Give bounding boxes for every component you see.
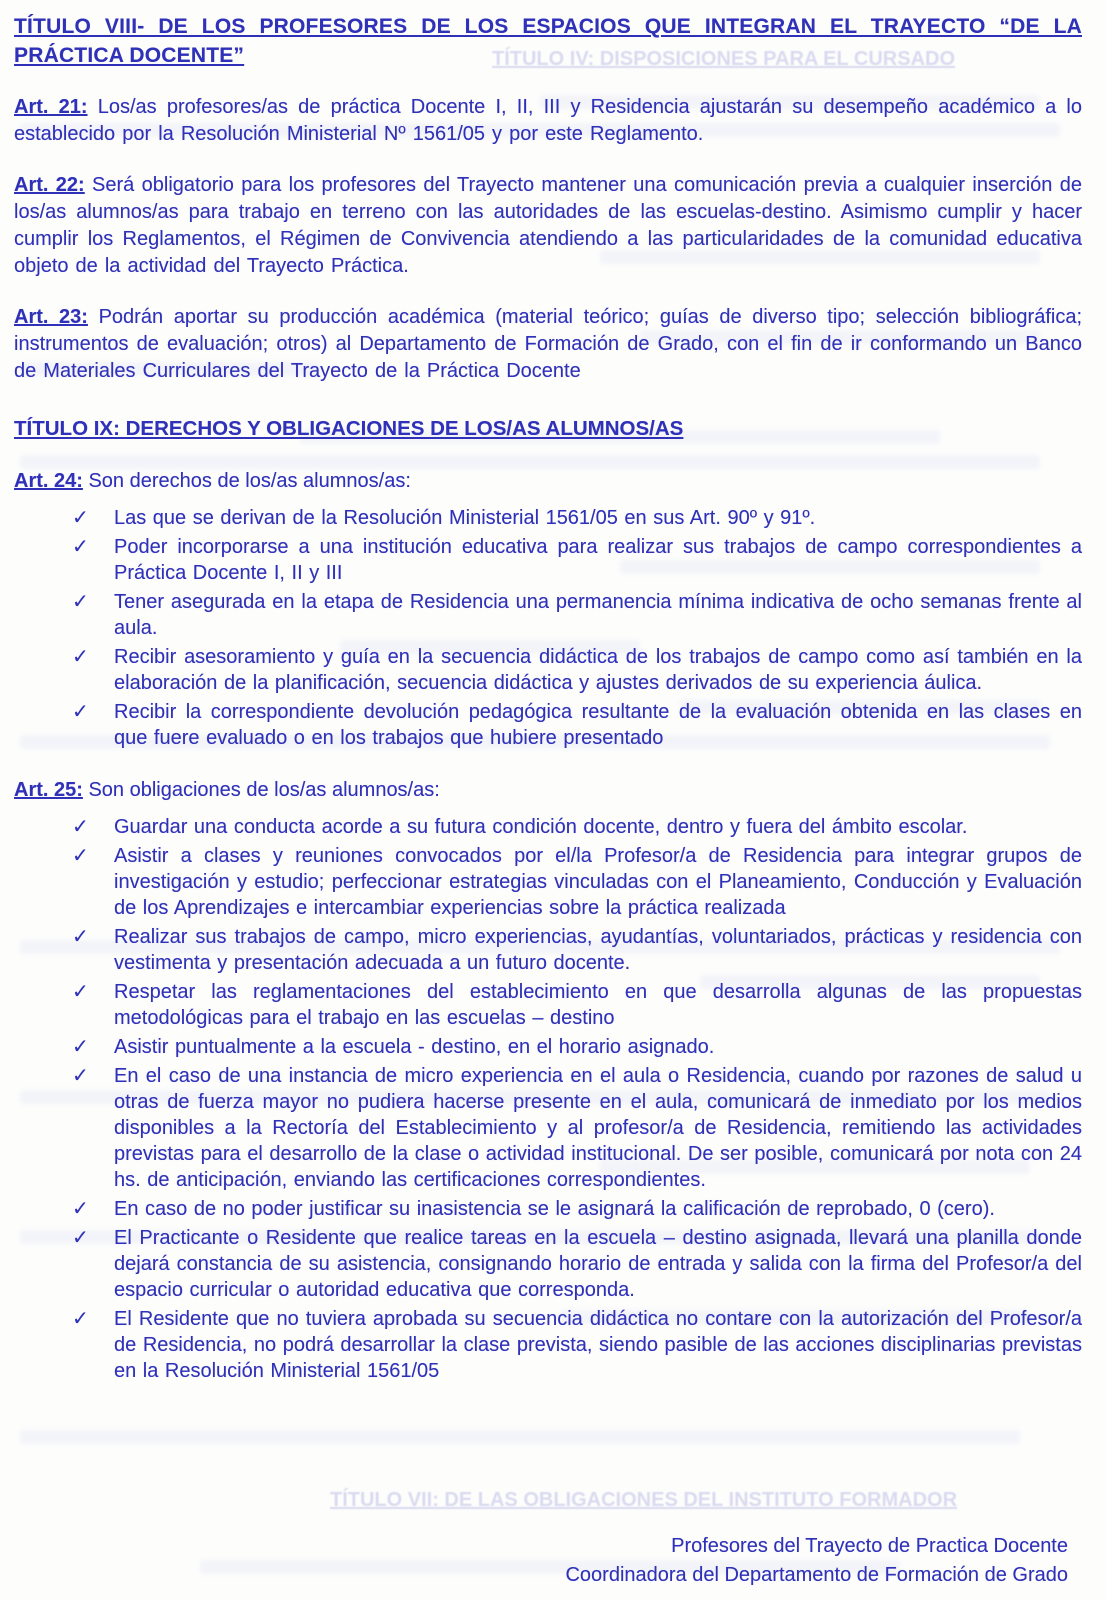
- article-22-label: Art. 22:: [14, 174, 85, 196]
- bleedthrough-text: TÍTULO IV: DISPOSICIONES PARA EL CURSADO: [492, 48, 956, 70]
- checklist-item: [72, 1063, 1082, 1193]
- footer-line-2: Coordinadora del Departamento de Formación de Grado: [565, 1564, 1068, 1586]
- checklist-item-text: Guardar una conducta acorde a su futura condición docente, dentro y fuera del ámbito escolar.: [114, 816, 968, 838]
- checkmark-icon: ✓: [72, 845, 89, 867]
- article-25-intro: Son obligaciones de los/as alumnos/as:: [88, 779, 440, 801]
- article-23-text: Podrán aportar su producción académica (material teórico; guías de diverso tipo; selección bibliográfica; instrumentos de evaluación; otros) al Departamento de Formación de Grado, con el fin de ir conformando un Banco de Materiales Curriculares del Trayecto de la Práctica Docente: [14, 306, 1083, 382]
- checkmark-icon: ✓: [72, 591, 89, 613]
- checklist-item-text: Asistir puntualmente a la escuela - destino, en el horario asignado.: [114, 1036, 715, 1058]
- checklist-item-text: En caso de no poder justificar su inasistencia se le asignará la calificación de reprobado, 0 (cero).: [114, 1198, 995, 1220]
- checklist-item: [72, 979, 1082, 1031]
- title-ix: TÍTULO IX: DERECHOS Y OBLIGACIONES DE LOS/AS ALUMNOS/AS: [14, 417, 684, 440]
- article-21-text: Los/as profesores/as de práctica Docente I, II, III y Residencia ajustarán su desempeño académico a lo establecido por la Resolución Ministerial Nº 1561/05 y por este Reglamento.: [14, 96, 1082, 145]
- bleedthrough-text: TÍTULO VII: DE LAS OBLIGACIONES DEL INSTITUTO FORMADOR: [330, 1489, 958, 1511]
- footer-line-1: Profesores del Trayecto de Practica Docente: [671, 1535, 1068, 1557]
- checklist-item: [72, 699, 1082, 751]
- checkmark-icon: ✓: [72, 536, 89, 558]
- article-21: [14, 94, 1082, 148]
- document-footer: [565, 1532, 1068, 1590]
- checklist-item-text: Las que se derivan de la Resolución Ministerial 1561/05 en sus Art. 90º y 91º.: [114, 507, 816, 529]
- checkmark-icon: ✓: [72, 981, 89, 1003]
- article-24-intro: Son derechos de los/as alumnos/as:: [88, 470, 411, 492]
- checklist-item-text: El Residente que no tuviera aprobada su secuencia didáctica no contare con la autorización del Profesor/a de Residencia, no podrá desarrollar la clase prevista, siendo pasible de las acciones disciplinarias previstas en la Resolución Ministerial 1561/05: [114, 1308, 1082, 1382]
- checklist-item: [72, 1225, 1082, 1303]
- checklist-item-text: En el caso de una instancia de micro experiencia en el aula o Residencia, cuando por razones de salud u otras de fuerza mayor no pudiera hacerse presente en el aula, comunicará de inmediato por los medios disponibles a la Rectoría del Establecimiento y al profesor/a de Residencia, remitiendo las actividades previstas para el desarrollo de la clase o actividad institucional. De ser posible, comunicará por nota con 24 hs. de anticipación, enviando las certificaciones correspondientes.: [114, 1065, 1082, 1191]
- checklist-item-text: Asistir a clases y reuniones convocados por el/la Profesor/a de Residencia para integrar grupos de investigación y estudio; perfeccionar estrategias vinculadas con el Planeamiento, Conducción y Evaluación de los Aprendizajes e intercambiar experiencias sobre la práctica realizada: [114, 845, 1082, 919]
- checklist-item-text: Recibir asesoramiento y guía en la secuencia didáctica de los trabajos de campo como así también en la elaboración de la planificación, secuencia didáctica y ajustes derivados de su experiencia áulica.: [114, 646, 1082, 694]
- checkmark-icon: ✓: [72, 701, 89, 723]
- article-25: [14, 777, 1082, 804]
- checklist-item-text: Poder incorporarse a una institución educativa para realizar sus trabajos de campo correspondientes a Práctica Docente I, II y III: [114, 536, 1082, 584]
- article-25-label: Art. 25:: [14, 779, 83, 801]
- checkmark-icon: ✓: [72, 926, 89, 948]
- checkmark-icon: ✓: [72, 1036, 89, 1058]
- checkmark-icon: ✓: [72, 816, 89, 838]
- checklist-item-text: Recibir la correspondiente devolución pedagógica resultante de la evaluación obtenida en las clases en que fuere evaluado o en los trabajos que hubiere presentado: [114, 701, 1082, 749]
- checkmark-icon: ✓: [72, 1065, 89, 1087]
- checkmark-icon: ✓: [72, 1308, 89, 1330]
- bleedthrough-ghost-line: [20, 1430, 1020, 1444]
- checklist-item-text: Respetar las reglamentaciones del establecimiento en que desarrolla algunas de las propuestas metodológicas para el trabajo en las escuelas – destino: [114, 981, 1082, 1029]
- checklist-item: [72, 644, 1082, 696]
- article-23: [14, 304, 1082, 385]
- checklist-item-text: Realizar sus trabajos de campo, micro experiencias, ayudantías, voluntariados, prácticas y residencia con vestimenta y presentación adecuada a un futuro docente.: [114, 926, 1082, 974]
- checklist-item: [72, 589, 1082, 641]
- checklist-item: [72, 1034, 1082, 1060]
- article-22: [14, 172, 1082, 280]
- checklist-item: [72, 505, 1082, 531]
- article-21-label: Art. 21:: [14, 96, 88, 118]
- checklist-item: [72, 534, 1082, 586]
- checkmark-icon: ✓: [72, 507, 89, 529]
- checklist-item: [72, 924, 1082, 976]
- checklist-item: [72, 1306, 1082, 1384]
- derechos-checklist: [14, 505, 1082, 751]
- checkmark-icon: ✓: [72, 1227, 89, 1249]
- checkmark-icon: ✓: [72, 1198, 89, 1220]
- article-23-label: Art. 23:: [14, 306, 88, 328]
- checklist-item-text: El Practicante o Residente que realice tareas en la escuela – destino asignada, llevará una planilla donde dejará constancia de su asistencia, consignando horario de entrada y salida con la firma del Profesor/a del espacio curricular o autoridad educativa que corresponda.: [114, 1227, 1082, 1301]
- article-24-label: Art. 24:: [14, 470, 83, 492]
- checklist-item: [72, 814, 1082, 840]
- checklist-item: [72, 843, 1082, 921]
- article-24: [14, 468, 1082, 495]
- title-viii: TÍTULO VIII- DE LOS PROFESORES DE LOS ESPACIOS QUE INTEGRAN EL TRAYECTO “DE LA PRÁCTICA DOCENTE”: [14, 15, 1082, 67]
- checklist-item: [72, 1196, 1082, 1222]
- checklist-item-text: Tener asegurada en la etapa de Residencia una permanencia mínima indicativa de ocho semanas frente al aula.: [114, 591, 1082, 639]
- article-22-text: Será obligatorio para los profesores del Trayecto mantener una comunicación previa a cualquier inserción de los/as alumnos/as para trabajo en terreno con las autoridades de las escuelas-destino. Asimismo cumplir y hacer cumplir los Reglamentos, el Régimen de Convivencia atendiendo a las particularidades de la comunidad educativa objeto de la actividad del Trayecto Práctica.: [14, 174, 1083, 277]
- checkmark-icon: ✓: [72, 646, 89, 668]
- obligaciones-checklist: [14, 814, 1082, 1384]
